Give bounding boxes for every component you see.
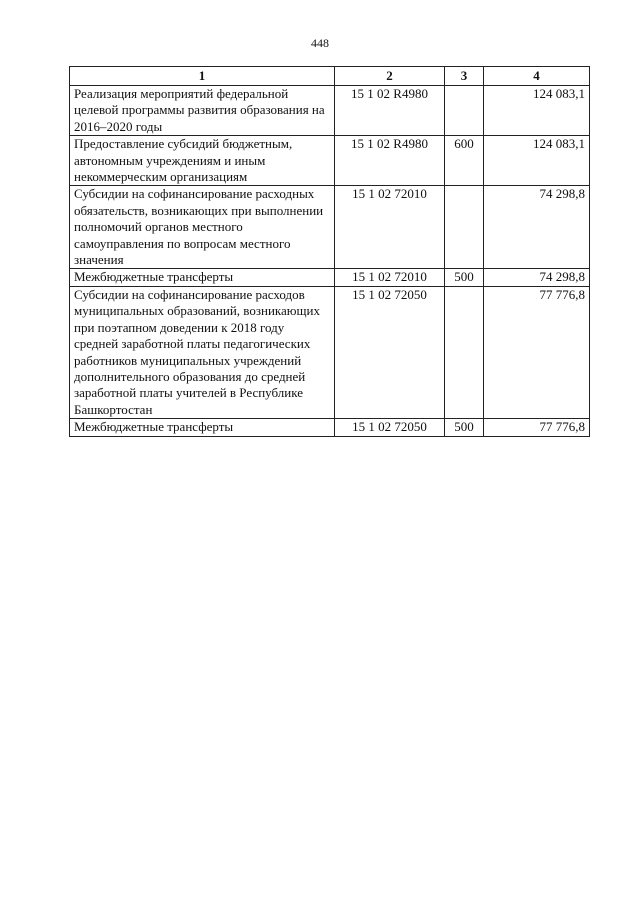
- row-code: 15 1 02 72050: [335, 286, 445, 418]
- page-number: 448: [311, 36, 329, 50]
- row-amount: 77 776,8: [484, 419, 590, 436]
- table-header-row: [70, 67, 590, 86]
- row-name: Субсидии на софинансирование расходов муниципальных образований, возникающих при поэтапном доведении к 2018 году средней заработной платы педагогических работников муниципальных учреждений дополнительного образования до средней заработной платы учителей в Республике Башкортостан: [70, 286, 335, 418]
- table-row: [70, 269, 590, 286]
- column-header-cost-type: 3: [445, 67, 484, 86]
- table-row: [70, 419, 590, 436]
- table-row: [70, 136, 590, 186]
- row-name: Предоставление субсидий бюджетным, автономным учреждениям и иным некоммерческим организациям: [70, 136, 335, 186]
- row-code: 15 1 02 72010: [335, 269, 445, 286]
- row-cost-type: [445, 86, 484, 136]
- row-code: 15 1 02 R4980: [335, 86, 445, 136]
- row-cost-type: [445, 186, 484, 269]
- row-amount: 124 083,1: [484, 136, 590, 186]
- row-name: Субсидии на софинансирование расходных обязательств, возникающих при выполнении полномочий органов местного самоуправления по вопросам местного значения: [70, 186, 335, 269]
- row-name: Межбюджетные трансферты: [70, 419, 335, 436]
- row-name: Межбюджетные трансферты: [70, 269, 335, 286]
- row-code: 15 1 02 72050: [335, 419, 445, 436]
- row-cost-type: 500: [445, 269, 484, 286]
- row-amount: 74 298,8: [484, 269, 590, 286]
- row-amount: 77 776,8: [484, 286, 590, 418]
- budget-table: [69, 66, 590, 437]
- row-code: 15 1 02 72010: [335, 186, 445, 269]
- row-name: Реализация мероприятий федеральной целевой программы развития образования на 2016–2020 годы: [70, 86, 335, 136]
- row-code: 15 1 02 R4980: [335, 136, 445, 186]
- column-header-name: 1: [70, 67, 335, 86]
- table-row: [70, 86, 590, 136]
- row-cost-type: 600: [445, 136, 484, 186]
- table-row: [70, 186, 590, 269]
- table-row: [70, 286, 590, 418]
- row-amount: 74 298,8: [484, 186, 590, 269]
- row-cost-type: [445, 286, 484, 418]
- column-header-code: 2: [335, 67, 445, 86]
- row-amount: 124 083,1: [484, 86, 590, 136]
- column-header-amount: 4: [484, 67, 590, 86]
- row-cost-type: 500: [445, 419, 484, 436]
